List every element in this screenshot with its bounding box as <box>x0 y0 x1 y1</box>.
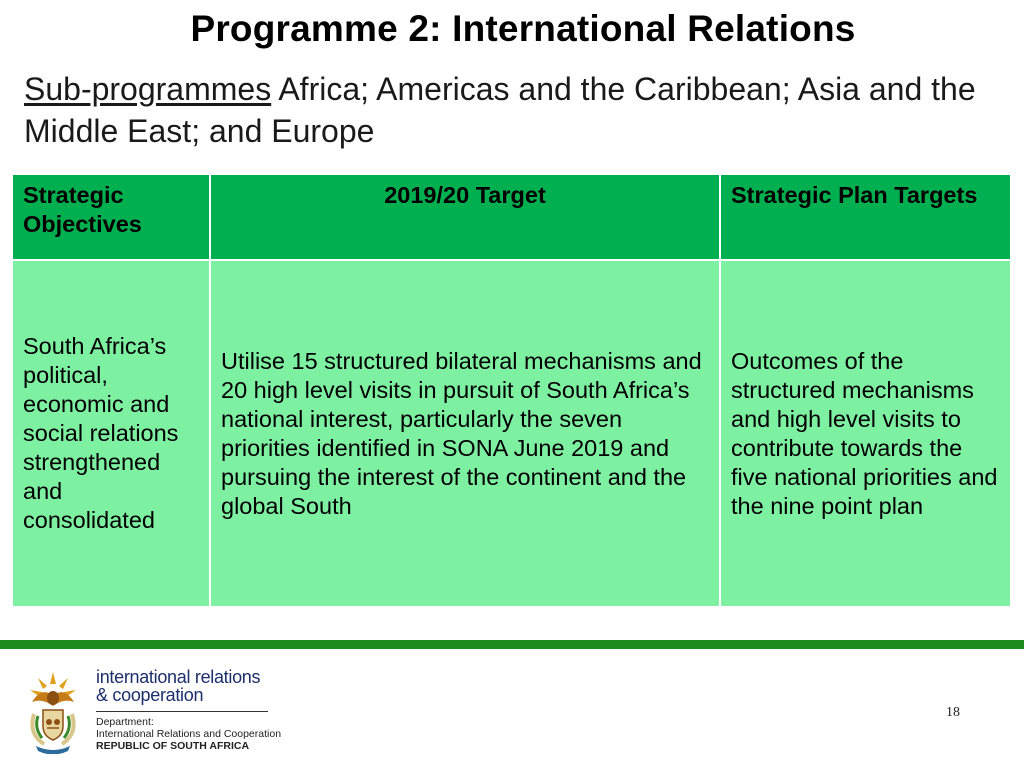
footer-divider-bar <box>0 640 1024 649</box>
cell-plan-target: Outcomes of the structured mechanisms and high level visits to contribute towards the five national priorities and the nine point plan <box>720 260 1011 607</box>
logo-divider <box>96 711 268 712</box>
country-name: REPUBLIC OF SOUTH AFRICA <box>96 740 250 752</box>
subtitle-text: Africa; Americas and the Caribbean; Asia and the Middle East; and Europe <box>24 71 976 149</box>
header-strategic-plan-targets: Strategic Plan Targets <box>720 174 1011 260</box>
slide-title: Programme 2: International Relations <box>190 8 856 49</box>
table-row <box>12 260 1011 607</box>
targets-table <box>11 173 1012 608</box>
logo-name-line1: international relations <box>96 667 261 687</box>
cell-objective: South Africa’s political, economic and social relations strengthened and consolidated <box>12 260 210 607</box>
page-number: 18 <box>946 705 960 720</box>
cell-target: Utilise 15 structured bilateral mechanisms and 20 high level visits in pursuit of South Africa’s national interest, particularly the seven priorities identified in SONA June 2019 and pursuing the interest of the continent and the global South <box>210 260 720 607</box>
department-logo <box>20 668 290 754</box>
header-strategic-objectives: Strategic Objectives <box>12 174 210 260</box>
slide-subtitle <box>24 68 984 152</box>
subtitle-label: Sub-programmes <box>24 71 272 107</box>
table-header-row <box>12 174 1011 260</box>
header-2019-20-target: 2019/20 Target <box>210 174 720 260</box>
logo-text-block <box>96 668 292 752</box>
coat-of-arms-icon <box>20 668 86 754</box>
logo-name-line2: & cooperation <box>96 685 204 705</box>
department-name: International Relations and Cooperation <box>96 728 282 740</box>
department-label: Department: <box>96 716 154 728</box>
